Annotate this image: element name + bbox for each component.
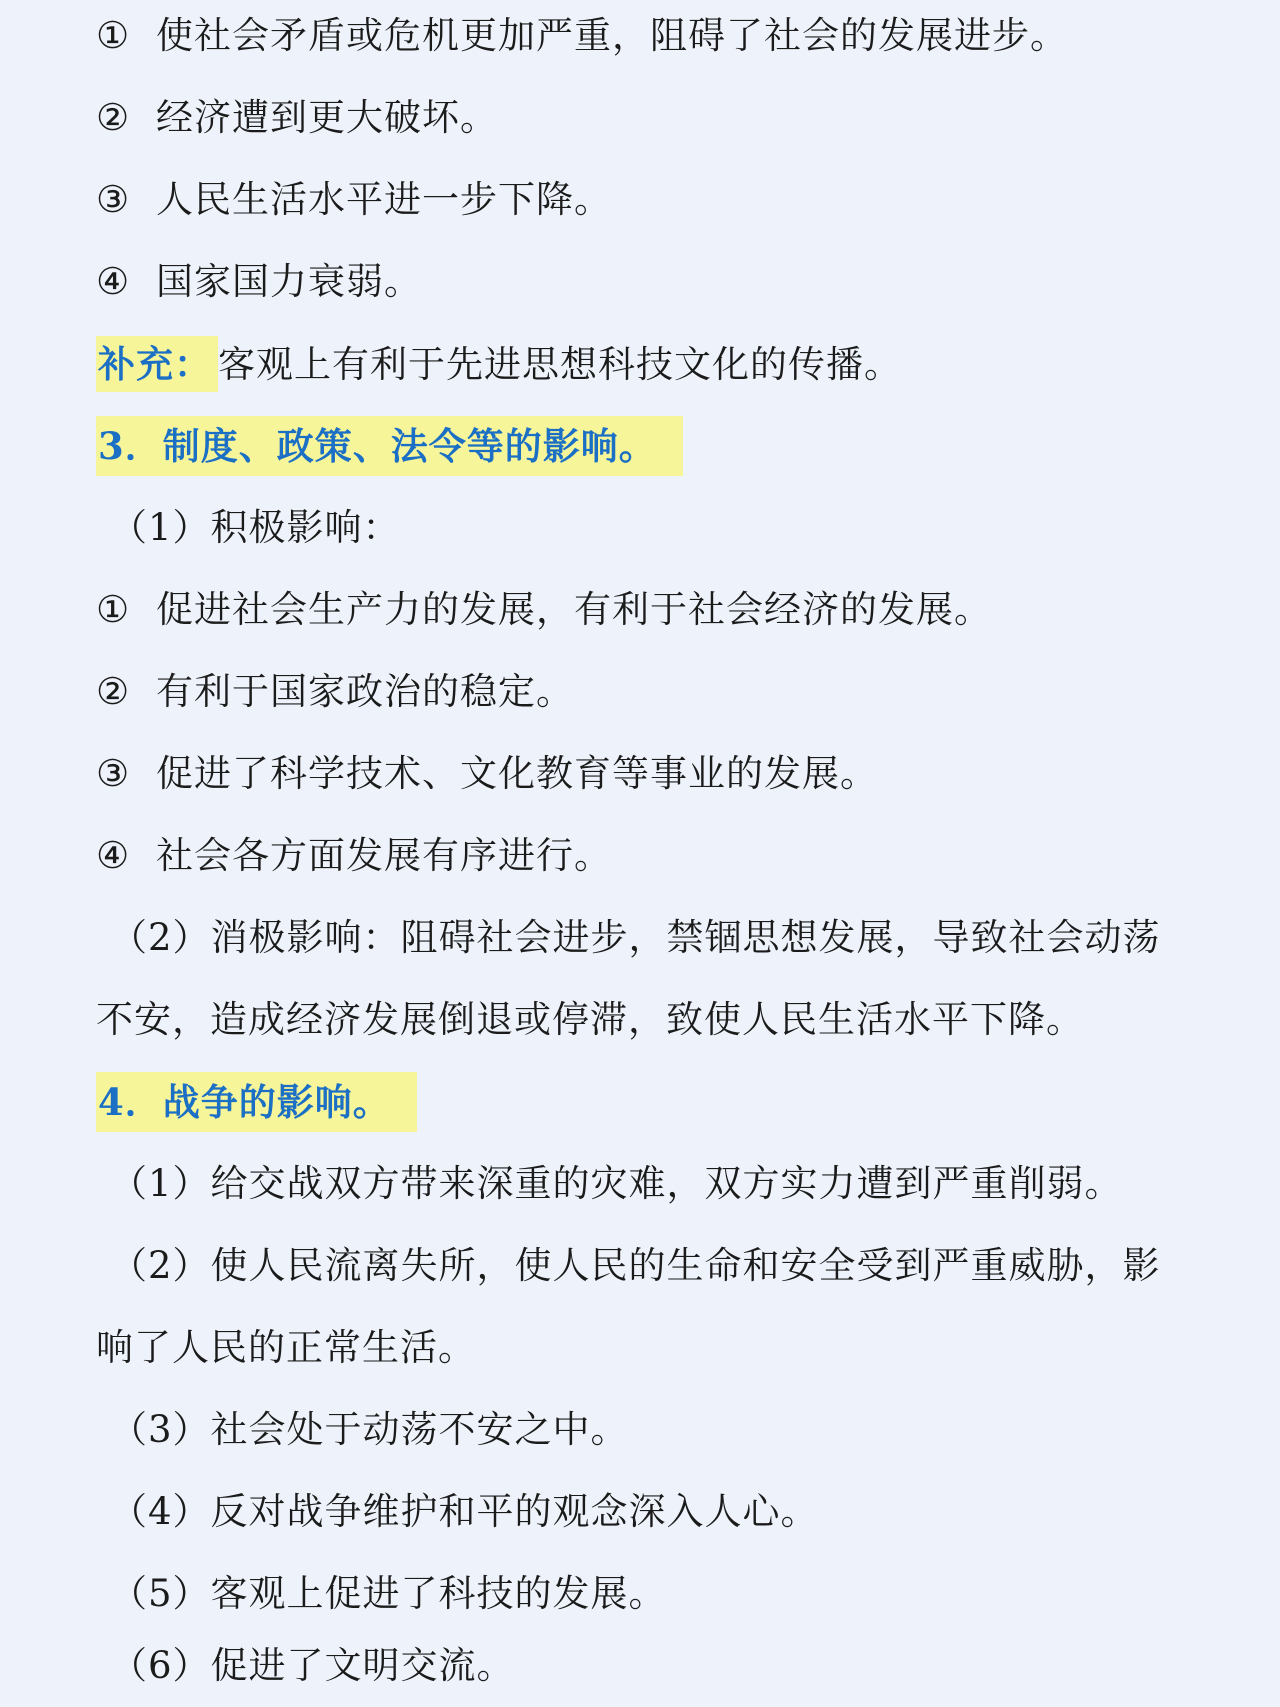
list-item <box>96 241 1184 323</box>
war-effect-text: （4）反对战争维护和平的观念深入人心。 <box>110 1490 819 1533</box>
war-effect-text: （6）促进了文明交流。 <box>110 1644 515 1687</box>
negative-effects-line-1 <box>110 897 1184 979</box>
item-text: 使社会矛盾或危机更加严重，阻碍了社会的发展进步。 <box>156 14 1068 57</box>
negative-text-1: （2）消极影响：阻碍社会进步，禁锢思想发展，导致社会动荡 <box>110 916 1161 959</box>
war-effect-text: （2）使人民流离失所，使人民的生命和安全受到严重威胁，影 <box>110 1244 1161 1287</box>
war-effect-item <box>110 1553 1184 1635</box>
war-effect-item <box>110 1225 1184 1307</box>
war-effect-item-continued <box>96 1307 1184 1389</box>
war-effect-text: 响了人民的正常生活。 <box>96 1326 476 1369</box>
positive-effects-label <box>110 487 1184 569</box>
war-effect-text: （5）客观上促进了科技的发展。 <box>110 1572 667 1615</box>
supplement-label: 补充： <box>96 336 218 392</box>
item-text: 促进了科学技术、文化教育等事业的发展。 <box>156 752 878 795</box>
item-number: ② <box>96 670 131 713</box>
list-item <box>96 651 1184 733</box>
section-heading-text: 3．制度、政策、法令等的影响。 <box>96 416 683 476</box>
list-item <box>96 815 1184 897</box>
list-item <box>96 569 1184 651</box>
supplement-text: 客观上有利于先进思想科技文化的传播。 <box>218 343 902 386</box>
item-text: 国家国力衰弱。 <box>156 260 422 303</box>
war-effect-item <box>110 1471 1184 1553</box>
section-heading-text: 4．战争的影响。 <box>96 1072 417 1132</box>
item-number: ④ <box>96 260 131 303</box>
war-effect-item <box>110 1389 1184 1471</box>
item-text: 社会各方面发展有序进行。 <box>156 834 612 877</box>
item-text: 经济遭到更大破坏。 <box>156 96 498 139</box>
section-heading-4 <box>96 1061 1184 1143</box>
item-number: ③ <box>96 178 131 221</box>
item-text: 有利于国家政治的稳定。 <box>156 670 574 713</box>
war-effect-item <box>110 1143 1184 1225</box>
item-text: 人民生活水平进一步下降。 <box>156 178 612 221</box>
list-item <box>96 733 1184 815</box>
negative-effects-line-2 <box>96 979 1184 1061</box>
list-item <box>96 0 1184 77</box>
list-item <box>96 159 1184 241</box>
positive-label-text: （1）积极影响： <box>110 506 401 549</box>
item-number: ① <box>96 588 131 631</box>
war-effect-item <box>110 1625 1184 1707</box>
item-number: ③ <box>96 752 131 795</box>
negative-text-2: 不安，造成经济发展倒退或停滞，致使人民生活水平下降。 <box>96 998 1084 1041</box>
item-number: ① <box>96 14 131 57</box>
item-number: ② <box>96 96 131 139</box>
item-number: ④ <box>96 834 131 877</box>
list-item <box>96 77 1184 159</box>
supplement-line <box>96 323 1184 405</box>
war-effect-text: （1）给交战双方带来深重的灾难，双方实力遭到严重削弱。 <box>110 1162 1123 1205</box>
section-heading-3 <box>96 405 1184 487</box>
war-effect-text: （3）社会处于动荡不安之中。 <box>110 1408 629 1451</box>
item-text: 促进社会生产力的发展，有利于社会经济的发展。 <box>156 588 992 631</box>
